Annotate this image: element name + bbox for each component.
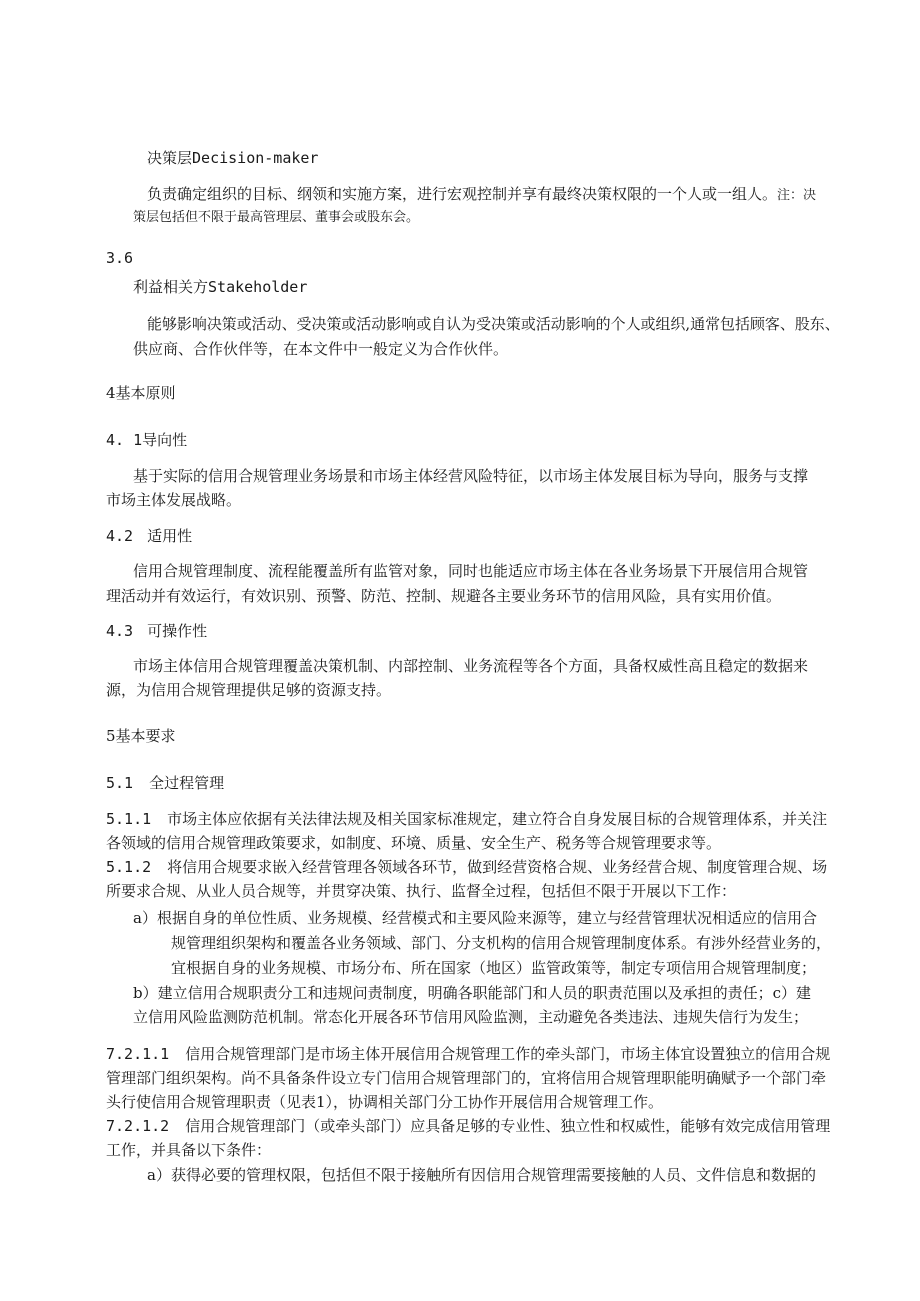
clause-5-1-1: 5.1.1 市场主体应依据有关法律法规及相关国家标准规定，建立符合自身发展目标的合规管理体系，并关注: [106, 810, 828, 828]
paragraph-line: 各领域的信用合规管理政策要求，如制度、环境、质量、安全生产、税务等合规管理要求等。: [106, 834, 722, 852]
list-item-a-line: 规管理组织架构和覆盖各业务领域、部门、分支机构的信用合规管理制度体系。有涉外经营业务的，: [171, 934, 832, 952]
term-stakeholder: [133, 277, 307, 297]
paragraph-line: 源，为信用合规管理提供足够的资源支持。: [106, 681, 392, 699]
clause-number: 5.1.1: [106, 810, 152, 828]
paragraph-line: 市场主体发展战略。: [106, 491, 242, 509]
section-number-3-6: 3.6: [106, 249, 134, 267]
paragraph-line: 所要求合规、从业人员合规等，并贯穿决策、执行、监督全过程，包括但不限于开展以下工作：: [106, 882, 737, 900]
section-heading-5: 5基本要求: [106, 727, 176, 745]
subsection-heading-4-2: 4.2 适用性: [106, 527, 193, 545]
section-heading-4: 4基本原则: [106, 384, 176, 402]
paragraph-line: 基于实际的信用合规管理业务场景和市场主体经营风险特征，以市场主体发展目标为导向，服务与支撑: [133, 467, 809, 485]
definition-line: 能够影响决策或活动、受决策或活动影响或自认为受决策或活动影响的个人或组织,通常包括顾客、股东、: [147, 315, 840, 333]
paragraph-line: 市场主体信用合规管理覆盖决策机制、内部控制、业务流程等各个方面，具备权威性高且稳定的数据来: [133, 657, 809, 675]
clause-number: 7.2.1.2: [106, 1117, 170, 1135]
clause-5-1-2: 5.1.2 将信用合规要求嵌入经营管理各领域各环节，做到经营资格合规、业务经营合规、制度管理合规、场: [106, 858, 828, 876]
clause-7-2-1-2: 7.2.1.2 信用合规管理部门（或牵头部门）应具备足够的专业性、独立性和权威性，能够有效完成信用管理: [106, 1117, 831, 1135]
note-label: 注：决: [777, 188, 817, 203]
definition-line: 供应商、合作伙伴等，在本文件中一般定义为合作伙伴。: [133, 340, 509, 358]
clause-7-2-1-1: 7.2.1.1 信用合规管理部门是市场主体开展信用合规管理工作的牵头部门，市场主体宜设置独立的信用合规: [106, 1045, 831, 1063]
subsection-heading-4-1: 4. 1导向性: [106, 431, 188, 449]
term-zh: 决策层: [147, 149, 193, 167]
term-decision-maker: [147, 148, 318, 168]
list-item-b-c-line: 立信用风险监测防范机制。常态化开展各环节信用风险监测，主动避免各类违法、违规失信行为发生；: [133, 1008, 809, 1026]
paragraph-line: 管理部门组织架构。尚不具备条件设立专门信用合规管理部门的，宜将信用合规管理职能明确赋予一个部门牵: [106, 1069, 827, 1087]
list-item-a: a）根据自身的单位性质、业务规模、经营模式和主要风险来源等，建立与经营管理状况相适应的信用合: [133, 909, 817, 927]
definition-line: 负责确定组织的目标、纲领和实施方案，进行宏观控制并享有最终决策权限的一个人或一组人。注：决: [147, 185, 817, 203]
subsection-heading-4-3: 4.3 可操作性: [106, 622, 208, 640]
list-item-b-c: b）建立信用合规职责分工和违规问责制度，明确各职能部门和人员的职责范围以及承担的责任；c）建: [133, 984, 812, 1002]
term-en: Stakeholder: [208, 278, 308, 296]
clause-number: 7.2.1.1: [106, 1045, 170, 1063]
term-en: Decision-maker: [192, 149, 319, 167]
note-line: 策层包括但不限于最高管理层、董事会或股东会。: [133, 210, 420, 225]
clause-number: 5.1.2: [106, 858, 152, 876]
paragraph-line: 理活动并有效运行，有效识别、预警、防范、控制、规避各主要业务环节的信用风险，具有实用价值。: [106, 587, 782, 605]
list-item-a: a）获得必要的管理权限，包括但不限于接触所有因信用合规管理需要接触的人员、文件信息和数据的: [147, 1166, 816, 1184]
list-item-a-line: 宜根据自身的业务规模、市场分布、所在国家（地区）监管政策等，制定专项信用合规管理制度；: [171, 959, 817, 977]
paragraph-line: 头行使信用合规管理职责（见表1），协调相关部门分工协作开展信用合规管理工作。: [106, 1093, 664, 1111]
subsection-heading-5-1: 5.1 全过程管理: [106, 774, 225, 792]
term-zh: 利益相关方: [133, 278, 209, 296]
paragraph-line: 工作，并具备以下条件：: [106, 1141, 272, 1159]
paragraph-line: 信用合规管理制度、流程能覆盖所有监管对象，同时也能适应市场主体在各业务场景下开展信用合规管: [133, 562, 809, 580]
